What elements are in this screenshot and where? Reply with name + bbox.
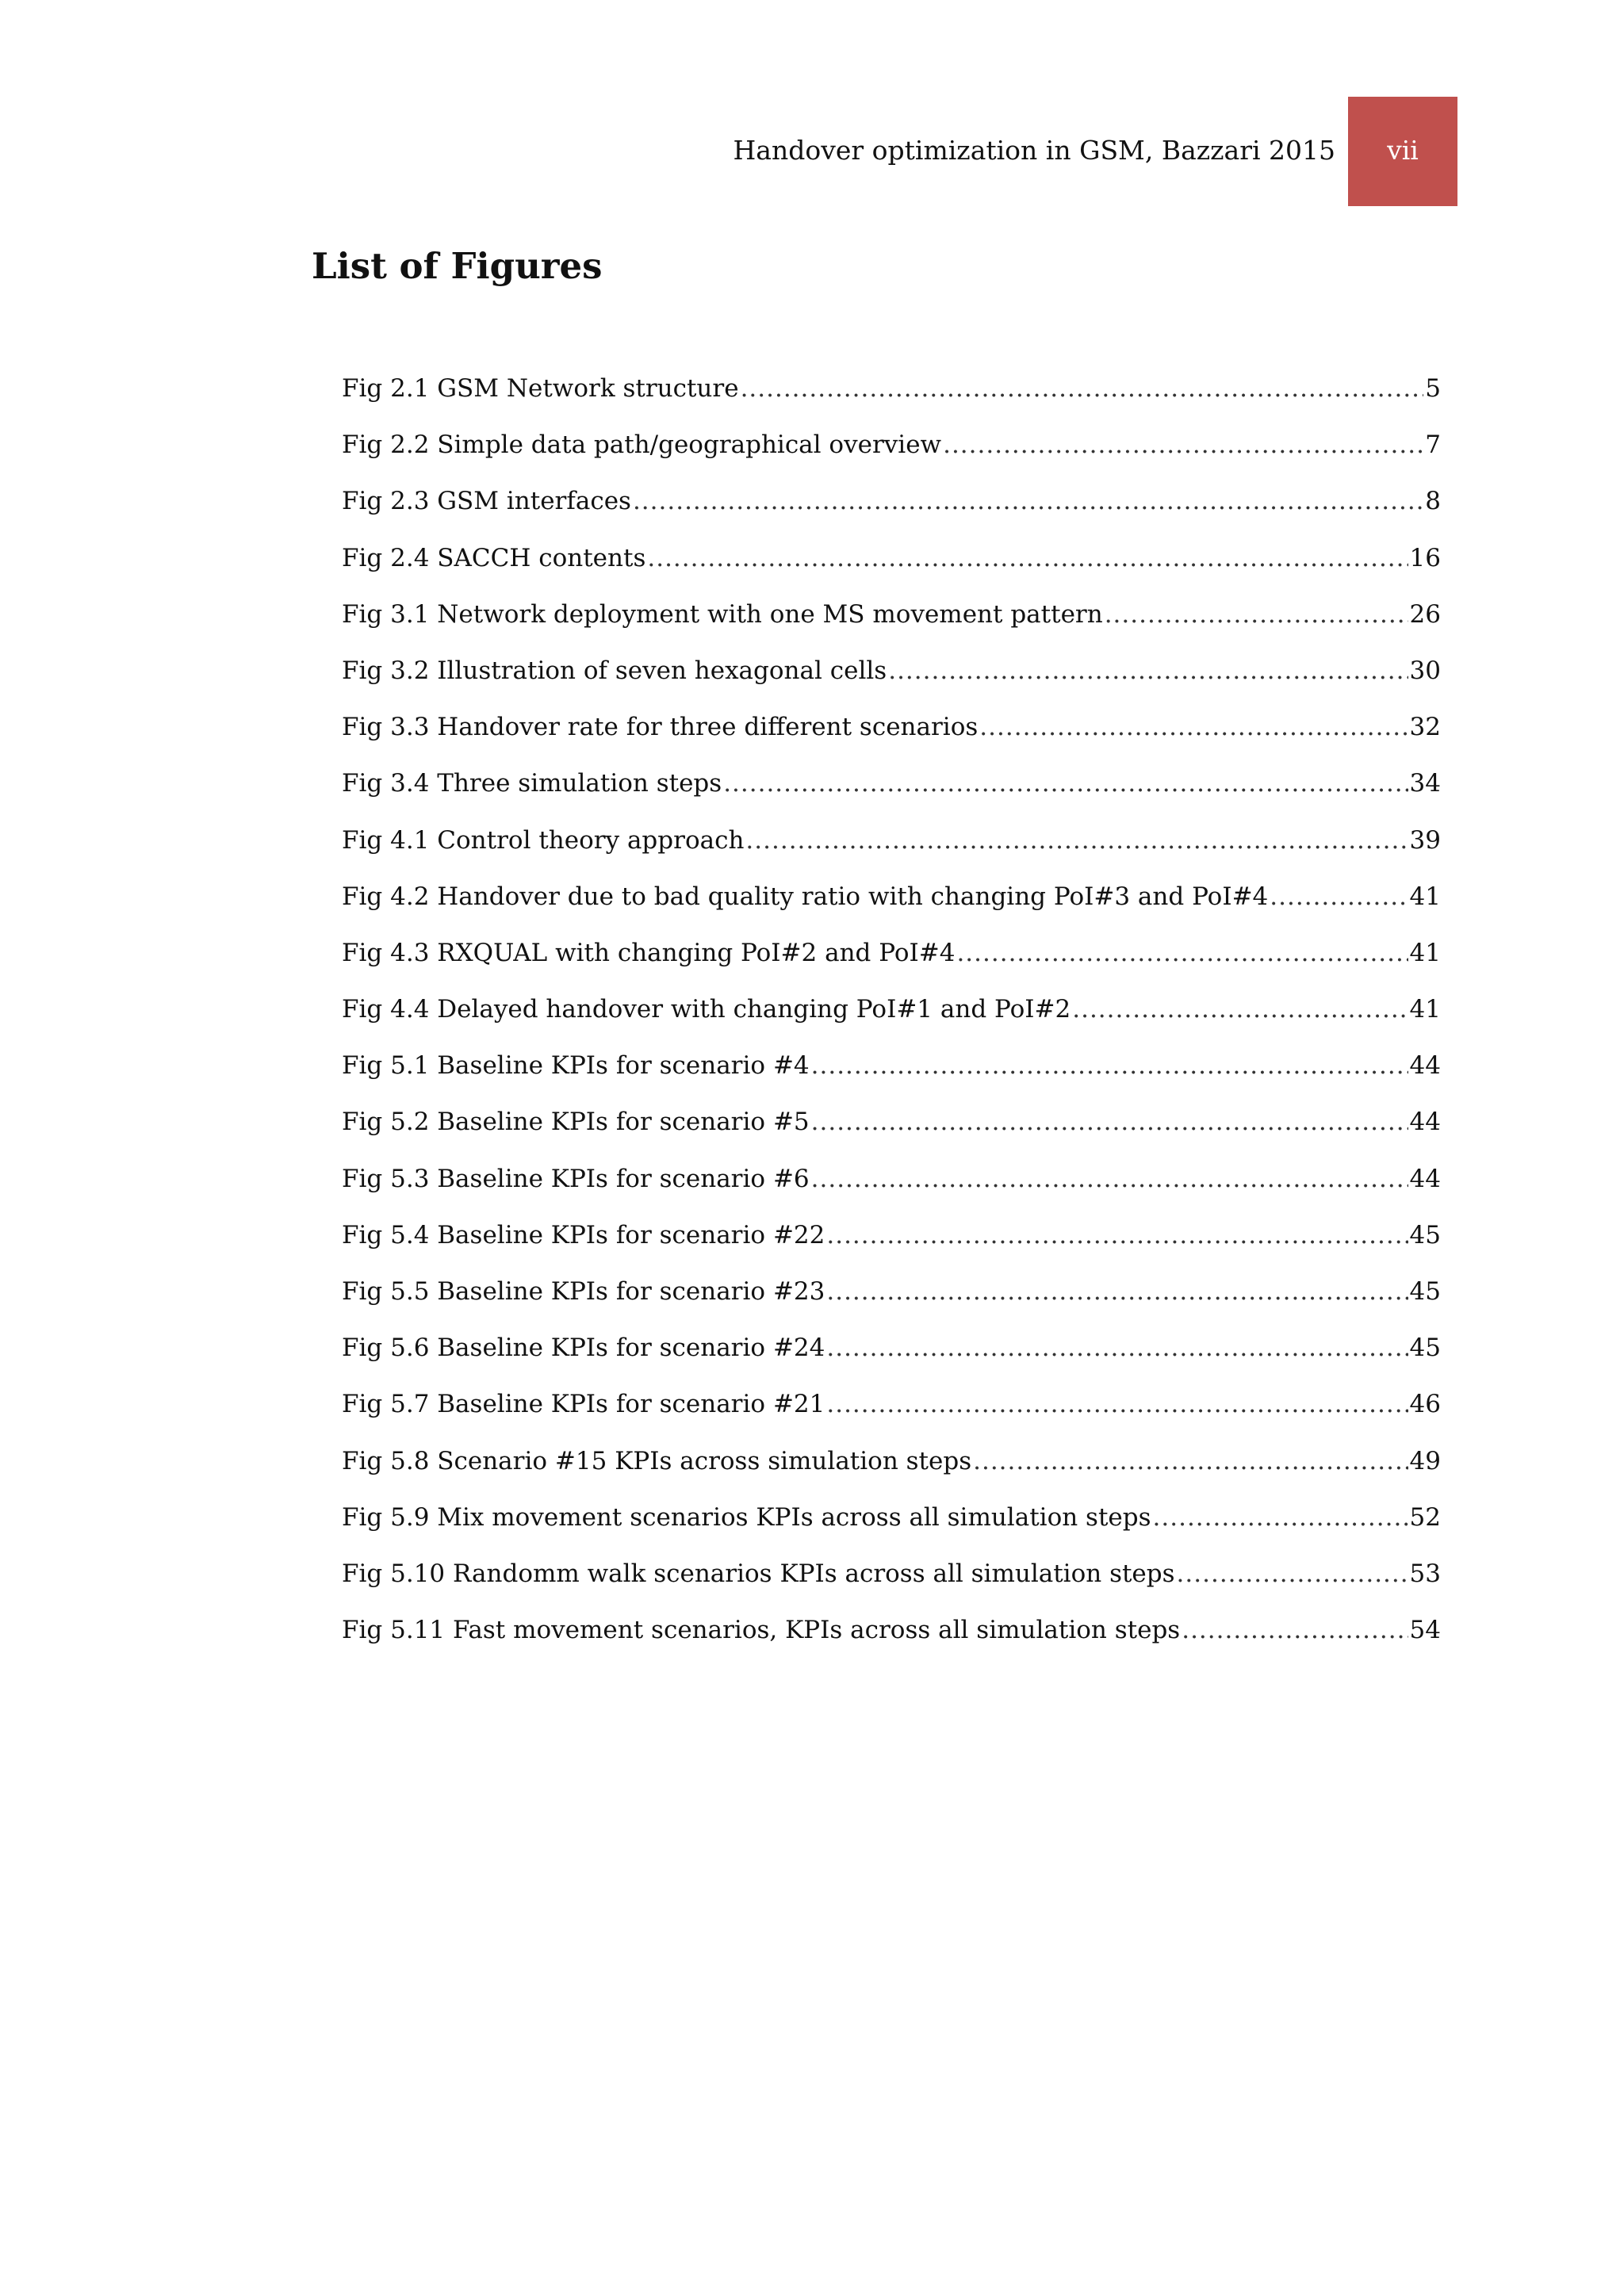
figure-entry-page: 41 [1409,882,1441,911]
figure-entry[interactable] [342,650,1441,706]
figure-entry[interactable] [342,1158,1441,1215]
figure-entry-page: 45 [1409,1277,1441,1306]
figure-entry[interactable] [342,1215,1441,1271]
figure-entry[interactable] [342,1271,1441,1327]
figure-entry-page: 41 [1409,938,1441,967]
figure-entry-label: Fig 3.2 Illustration of seven hexagonal cells [342,656,887,685]
dot-leader [1177,1553,1408,1594]
figure-entry-label: Fig 5.7 Baseline KPIs for scenario #21 [342,1390,825,1419]
figure-entry-label: Fig 5.8 Scenario #15 KPIs across simulation steps [342,1446,972,1475]
figure-entry[interactable] [342,820,1441,876]
dot-leader [745,820,1408,861]
figure-entry-label: Fig 5.4 Baseline KPIs for scenario #22 [342,1220,825,1249]
figure-entry-page: 44 [1409,1108,1441,1137]
figure-entry-label: Fig 3.3 Handover rate for three different scenarios [342,713,979,742]
figure-entry[interactable] [342,706,1441,763]
figure-entry[interactable] [342,1553,1441,1609]
figure-entry-page: 7 [1425,430,1441,460]
figure-entry-page: 39 [1409,825,1441,855]
figure-entry[interactable] [342,480,1441,537]
figure-entry[interactable] [342,594,1441,650]
figure-entry-page: 53 [1409,1559,1441,1588]
figure-entry-page: 44 [1409,1164,1441,1193]
dot-leader [826,1383,1408,1425]
figure-entry[interactable] [342,763,1441,819]
figure-entry-label: Fig 5.9 Mix movement scenarios KPIs across all simulation steps [342,1502,1151,1532]
figure-entry-page: 45 [1409,1220,1441,1249]
figure-entry-page: 54 [1409,1616,1441,1645]
figure-entry-label: Fig 4.4 Delayed handover with changing PoI#1 and PoI#2 [342,995,1071,1024]
figure-entry[interactable] [342,932,1441,989]
dot-leader [826,1327,1408,1368]
dot-leader [1270,876,1408,917]
dot-leader [1182,1609,1408,1651]
figure-entry-page: 26 [1409,599,1441,629]
figure-entry[interactable] [342,876,1441,932]
figure-entry[interactable] [342,368,1441,424]
dot-leader [647,538,1408,579]
figure-entry-page: 8 [1425,487,1441,516]
figure-entry-page: 30 [1409,656,1441,685]
figure-entry-page: 16 [1409,543,1441,572]
running-header-title: Handover optimization in GSM, Bazzari 2015 [733,135,1335,166]
page-number: vii [1387,135,1419,166]
dot-leader [826,1215,1408,1256]
figure-entry[interactable] [342,989,1441,1045]
figure-entry-label: Fig 5.3 Baseline KPIs for scenario #6 [342,1164,810,1193]
dot-leader [826,1271,1408,1312]
dot-leader [1072,989,1408,1030]
dot-leader [979,706,1408,748]
figure-entry-page: 52 [1409,1502,1441,1532]
dot-leader [741,368,1424,409]
figure-entry-label: Fig 4.3 RXQUAL with changing PoI#2 and PoI#4 [342,938,956,967]
figure-entry-label: Fig 5.5 Baseline KPIs for scenario #23 [342,1277,825,1306]
figure-entry[interactable] [342,1609,1441,1666]
dot-leader [811,1101,1408,1142]
figure-entry[interactable] [342,1441,1441,1497]
dot-leader [1105,594,1408,635]
figure-entry-label: Fig 5.11 Fast movement scenarios, KPIs across all simulation steps [342,1616,1181,1645]
figure-entry-page: 32 [1409,713,1441,742]
figure-entry-label: Fig 2.4 SACCH contents [342,543,646,572]
figure-entry-label: Fig 2.2 Simple data path/geographical overview [342,430,942,460]
dot-leader [888,650,1408,691]
dot-leader [723,763,1408,804]
list-of-figures-heading: List of Figures [312,245,603,287]
dot-leader [973,1441,1408,1482]
figure-entry-label: Fig 5.2 Baseline KPIs for scenario #5 [342,1108,810,1137]
figure-entry[interactable] [342,1497,1441,1553]
figure-entry-label: Fig 2.1 GSM Network structure [342,374,739,403]
figure-entry-page: 45 [1409,1334,1441,1363]
dot-leader [811,1045,1408,1086]
figure-entry-page: 46 [1409,1390,1441,1419]
figure-entry[interactable] [342,538,1441,594]
figure-entry-label: Fig 4.1 Control theory approach [342,825,745,855]
figure-entry-page: 44 [1409,1051,1441,1081]
figure-entry-label: Fig 5.10 Randomm walk scenarios KPIs across all simulation steps [342,1559,1175,1588]
figure-entry-label: Fig 5.1 Baseline KPIs for scenario #4 [342,1051,810,1081]
dot-leader [633,480,1423,522]
dot-leader [1153,1497,1408,1538]
figure-entry-page: 41 [1409,995,1441,1024]
figure-entry-page: 49 [1409,1446,1441,1475]
figure-entry-label: Fig 4.2 Handover due to bad quality ratio with changing PoI#3 and PoI#4 [342,882,1269,911]
dot-leader [956,932,1408,974]
figure-entry[interactable] [342,1045,1441,1101]
dot-leader [943,424,1423,465]
figure-entry-label: Fig 3.4 Three simulation steps [342,769,722,798]
figure-entry-label: Fig 2.3 GSM interfaces [342,487,631,516]
figure-entry[interactable] [342,1383,1441,1440]
figure-entry[interactable] [342,1327,1441,1383]
figure-entry-page: 5 [1425,374,1441,403]
figure-entry-label: Fig 5.6 Baseline KPIs for scenario #24 [342,1334,825,1363]
figure-entry[interactable] [342,1101,1441,1158]
dot-leader [811,1158,1408,1200]
figure-entry[interactable] [342,424,1441,480]
figure-list [342,368,1441,1666]
figure-entry-label: Fig 3.1 Network deployment with one MS movement pattern [342,599,1103,629]
figure-entry-page: 34 [1409,769,1441,798]
